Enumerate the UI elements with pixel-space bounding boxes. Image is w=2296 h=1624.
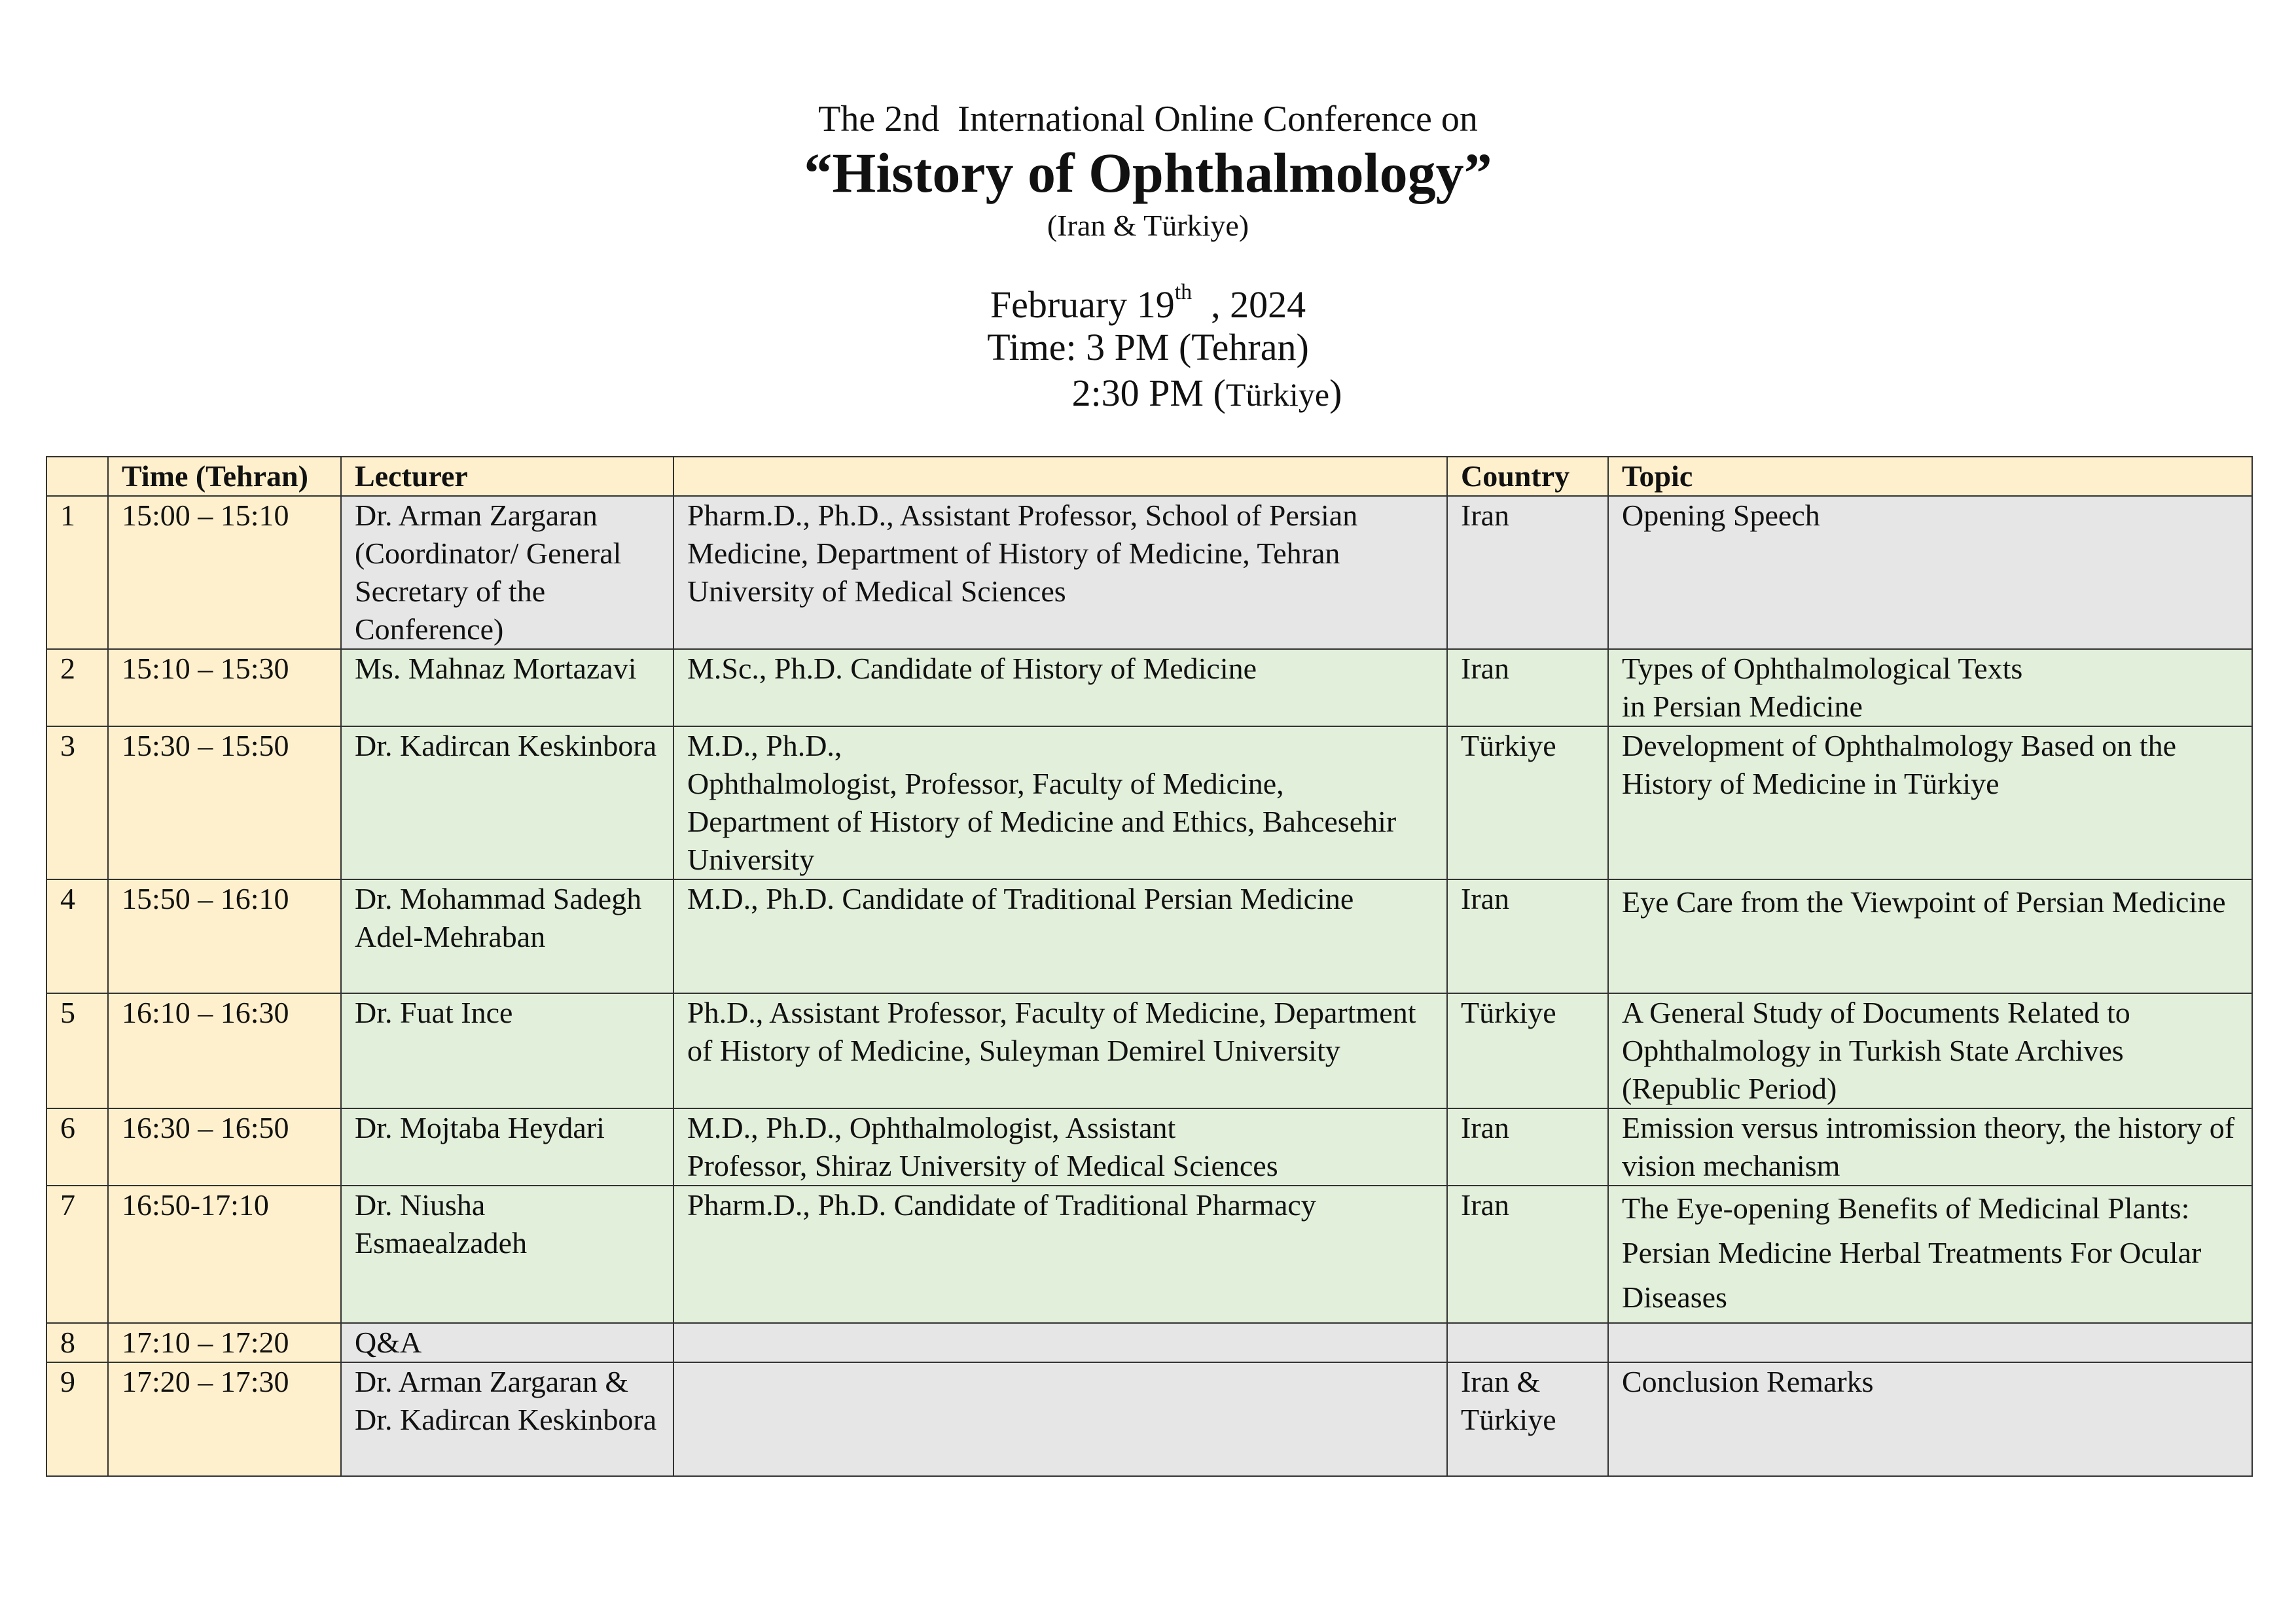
row-affiliation: M.Sc., Ph.D. Candidate of History of Medicine [673, 649, 1447, 726]
row-number: 3 [46, 726, 108, 879]
row-time: 15:30 – 15:50 [108, 726, 341, 879]
conference-title: “History of Ophthalmology” [804, 141, 1492, 204]
row-topic: Opening Speech [1608, 496, 2252, 649]
row-topic: Emission versus intromission theory, the history of vision mechanism [1608, 1108, 2252, 1186]
row-number: 1 [46, 496, 108, 649]
row-affiliation: Pharm.D., Ph.D., Assistant Professor, School of Persian Medicine, Department of History of Medicine, Tehran University of Medical Sciences [673, 496, 1447, 649]
row-affiliation [673, 1362, 1447, 1476]
row-topic [1608, 1323, 2252, 1362]
row-lecturer: Dr. Fuat Ince [341, 993, 673, 1108]
row-time: 15:50 – 16:10 [108, 879, 341, 993]
header-lecturer: Lecturer [341, 457, 673, 496]
table-row [46, 993, 2252, 1108]
row-country: Iran [1447, 496, 1608, 649]
row-topic: Eye Care from the Viewpoint of Persian Medicine [1608, 879, 2252, 993]
table-row [46, 1186, 2252, 1323]
row-affiliation: M.D., Ph.D., Ophthalmologist, Professor, Faculty of Medicine, Department of History of Medicine and Ethics, Bahcesehir University [673, 726, 1447, 879]
row-number: 7 [46, 1186, 108, 1323]
row-number: 9 [46, 1362, 108, 1476]
row-time: 16:10 – 16:30 [108, 993, 341, 1108]
row-country: Türkiye [1447, 993, 1608, 1108]
time-turkiye-country: Türkiye [1225, 376, 1330, 413]
row-lecturer: Dr. Mohammad Sadegh Adel-Mehraban [341, 879, 673, 993]
row-time: 15:10 – 15:30 [108, 649, 341, 726]
row-affiliation: Ph.D., Assistant Professor, Faculty of Medicine, Department of History of Medicine, Suleyman Demirel University [673, 993, 1447, 1108]
row-country: Iran & Türkiye [1447, 1362, 1608, 1476]
table-row [46, 726, 2252, 879]
row-country: Türkiye [1447, 726, 1608, 879]
row-number: 6 [46, 1108, 108, 1186]
header-country: Country [1447, 457, 1608, 496]
conference-date [0, 280, 2296, 327]
header-topic: Topic [1608, 457, 2252, 496]
row-time: 16:50-17:10 [108, 1186, 341, 1323]
row-country [1447, 1323, 1608, 1362]
schedule-table [46, 456, 2253, 1477]
row-affiliation: Pharm.D., Ph.D. Candidate of Traditional Pharmacy [673, 1186, 1447, 1323]
time-turkiye-suffix: ) [1329, 372, 1342, 414]
row-topic: A General Study of Documents Related to Ophthalmology in Turkish State Archives (Republic Period) [1608, 993, 2252, 1108]
conference-countries: (Iran & Türkiye) [1047, 209, 1249, 242]
conference-time-tehran: Time: 3 PM (Tehran) [987, 326, 1309, 368]
row-lecturer: Dr. Arman Zargaran (Coordinator/ General Secretary of the Conference) [341, 496, 673, 649]
row-number: 2 [46, 649, 108, 726]
conference-time-turkiye [0, 371, 2296, 415]
row-lecturer: Dr. Arman Zargaran & Dr. Kadircan Keskinbora [341, 1362, 673, 1476]
row-lecturer: Dr. Niusha Esmaealzadeh [341, 1186, 673, 1323]
row-country: Iran [1447, 649, 1608, 726]
row-time: 16:30 – 16:50 [108, 1108, 341, 1186]
table-row [46, 1362, 2252, 1476]
table-row [46, 496, 2252, 649]
conference-subtitle: The 2nd International Online Conference on [818, 99, 1478, 139]
row-topic: Development of Ophthalmology Based on the History of Medicine in Türkiye [1608, 726, 2252, 879]
header-time: Time (Tehran) [108, 457, 341, 496]
table-row [46, 879, 2252, 993]
table-row [46, 1323, 2252, 1362]
row-lecturer: Q&A [341, 1323, 673, 1362]
header-number [46, 457, 108, 496]
row-topic: Types of Ophthalmological Texts in Persian Medicine [1608, 649, 2252, 726]
row-country: Iran [1447, 1108, 1608, 1186]
date-year: , 2024 [1192, 283, 1306, 326]
table-row [46, 1108, 2252, 1186]
row-time: 17:20 – 17:30 [108, 1362, 341, 1476]
row-number: 4 [46, 879, 108, 993]
date-main: February 19 [990, 283, 1175, 326]
row-lecturer: Dr. Kadircan Keskinbora [341, 726, 673, 879]
row-time: 17:10 – 17:20 [108, 1323, 341, 1362]
header-affiliation [673, 457, 1447, 496]
row-country: Iran [1447, 879, 1608, 993]
row-topic: Conclusion Remarks [1608, 1362, 2252, 1476]
row-affiliation: M.D., Ph.D., Ophthalmologist, Assistant Professor, Shiraz University of Medical Sciences [673, 1108, 1447, 1186]
row-number: 5 [46, 993, 108, 1108]
row-time: 15:00 – 15:10 [108, 496, 341, 649]
table-header-row [46, 457, 2252, 496]
time-turkiye-prefix: 2:30 PM ( [1071, 372, 1226, 414]
row-affiliation: M.D., Ph.D. Candidate of Traditional Persian Medicine [673, 879, 1447, 993]
row-country: Iran [1447, 1186, 1608, 1323]
row-affiliation [673, 1323, 1447, 1362]
row-number: 8 [46, 1323, 108, 1362]
row-topic: The Eye-opening Benefits of Medicinal Plants: Persian Medicine Herbal Treatments For Ocular Diseases [1608, 1186, 2252, 1323]
row-lecturer: Dr. Mojtaba Heydari [341, 1108, 673, 1186]
table-row [46, 649, 2252, 726]
row-lecturer: Ms. Mahnaz Mortazavi [341, 649, 673, 726]
date-ordinal: th [1174, 280, 1193, 304]
